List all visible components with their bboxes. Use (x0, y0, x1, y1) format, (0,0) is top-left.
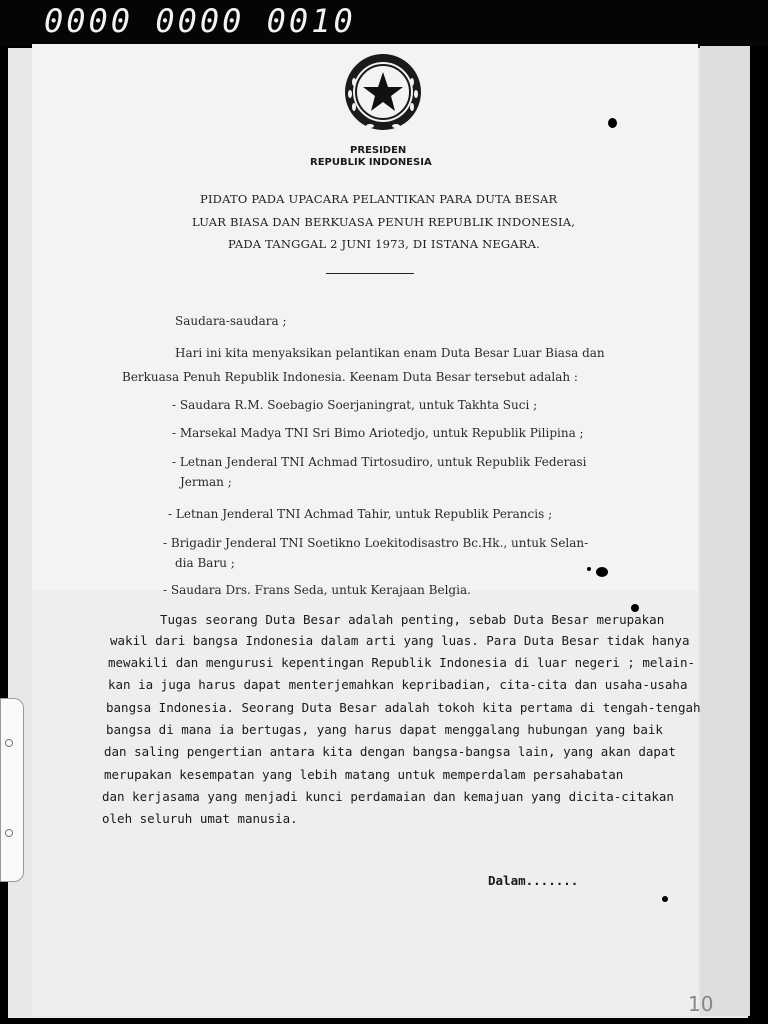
letterhead-line-2: REPUBLIK INDONESIA (310, 157, 432, 168)
paragraph-line: dan saling pengertian antara kita dengan bangsa-bangsa lain, yang akan dapat (104, 744, 676, 759)
ink-speck (662, 896, 668, 902)
paragraph-line: Tugas seorang Duta Besar adalah penting, sebab Duta Besar merupakan (160, 612, 665, 627)
ambassador-item: - Marsekal Madya TNI Sri Bimo Ariotedjo, untuk Republik Pilipina ; (172, 426, 584, 440)
intro-line-2: Berkuasa Penuh Republik Indonesia. Keenam Duta Besar tersebut adalah : (122, 370, 578, 384)
paragraph-line: dan kerjasama yang menjadi kunci perdamaian dan kemajuan yang dicita-citakan (102, 789, 674, 804)
binder-clip (0, 698, 24, 882)
presidential-seal-icon (340, 52, 426, 134)
clip-hole (5, 739, 13, 747)
paragraph-line: bangsa Indonesia. Seorang Duta Besar adalah tokoh kita pertama di tengah-tengah (106, 700, 701, 715)
clip-hole (5, 829, 13, 837)
title-line-3: PADA TANGGAL 2 JUNI 1973, DI ISTANA NEGARA. (228, 237, 541, 251)
frame-number: 0000 0000 0010 (44, 2, 356, 40)
intro-line-1: Hari ini kita menyaksikan pelantikan enam Duta Besar Luar Biasa dan (175, 346, 605, 360)
ambassador-item-continuation: Jerman ; (180, 475, 232, 489)
letterhead-line-1: PRESIDEN (350, 145, 407, 156)
ambassador-item: - Saudara R.M. Soebagio Soerjaningrat, untuk Takhta Suci ; (172, 398, 538, 412)
title-line-2: LUAR BIASA DAN BERKUASA PENUH REPUBLIK INDONESIA, (192, 215, 576, 229)
ambassador-item-continuation: dia Baru ; (175, 556, 235, 570)
paragraph-line: oleh seluruh umat manusia. (102, 811, 298, 826)
paragraph-line: mewakili dan mengurusi kepentingan Republik Indonesia di luar negeri ; melain- (108, 655, 695, 670)
ambassador-item: - Letnan Jenderal TNI Achmad Tahir, untuk Republik Perancis ; (168, 507, 553, 521)
corner-mark: 10 (688, 992, 714, 1016)
title-rule (326, 273, 414, 274)
ink-speck (631, 604, 639, 612)
ambassador-item: - Brigadir Jenderal TNI Soetikno Loekitodisastro Bc.Hk., untuk Selan- (163, 536, 589, 550)
title-line-1: PIDATO PADA UPACARA PELANTIKAN PARA DUTA BESAR (200, 192, 558, 206)
paragraph-line: wakil dari bangsa Indonesia dalam arti yang luas. Para Duta Besar tidak hanya (110, 633, 690, 648)
ink-speck (587, 567, 591, 571)
continuation-catchword: Dalam....... (488, 873, 579, 888)
ambassador-item: - Saudara Drs. Frans Seda, untuk Kerajaan Belgia. (163, 583, 471, 597)
paragraph-line: kan ia juga harus dapat menterjemahkan kepribadian, cita-cita dan usaha-usaha (108, 677, 688, 692)
film-frame-counter (0, 0, 768, 46)
paragraph-line: merupakan kesempatan yang lebih matang untuk memperdalam persahabatan (104, 767, 624, 782)
background-sheet-edge (700, 46, 750, 1016)
ambassador-item: - Letnan Jenderal TNI Achmad Tirtosudiro, untuk Republik Federasi (172, 455, 587, 469)
salutation: Saudara-saudara ; (175, 314, 287, 328)
ink-speck (596, 567, 608, 577)
paragraph-line: bangsa di mana ia bertugas, yang harus dapat menggalang hubungan yang baik (106, 722, 663, 737)
ink-speck (608, 118, 617, 128)
